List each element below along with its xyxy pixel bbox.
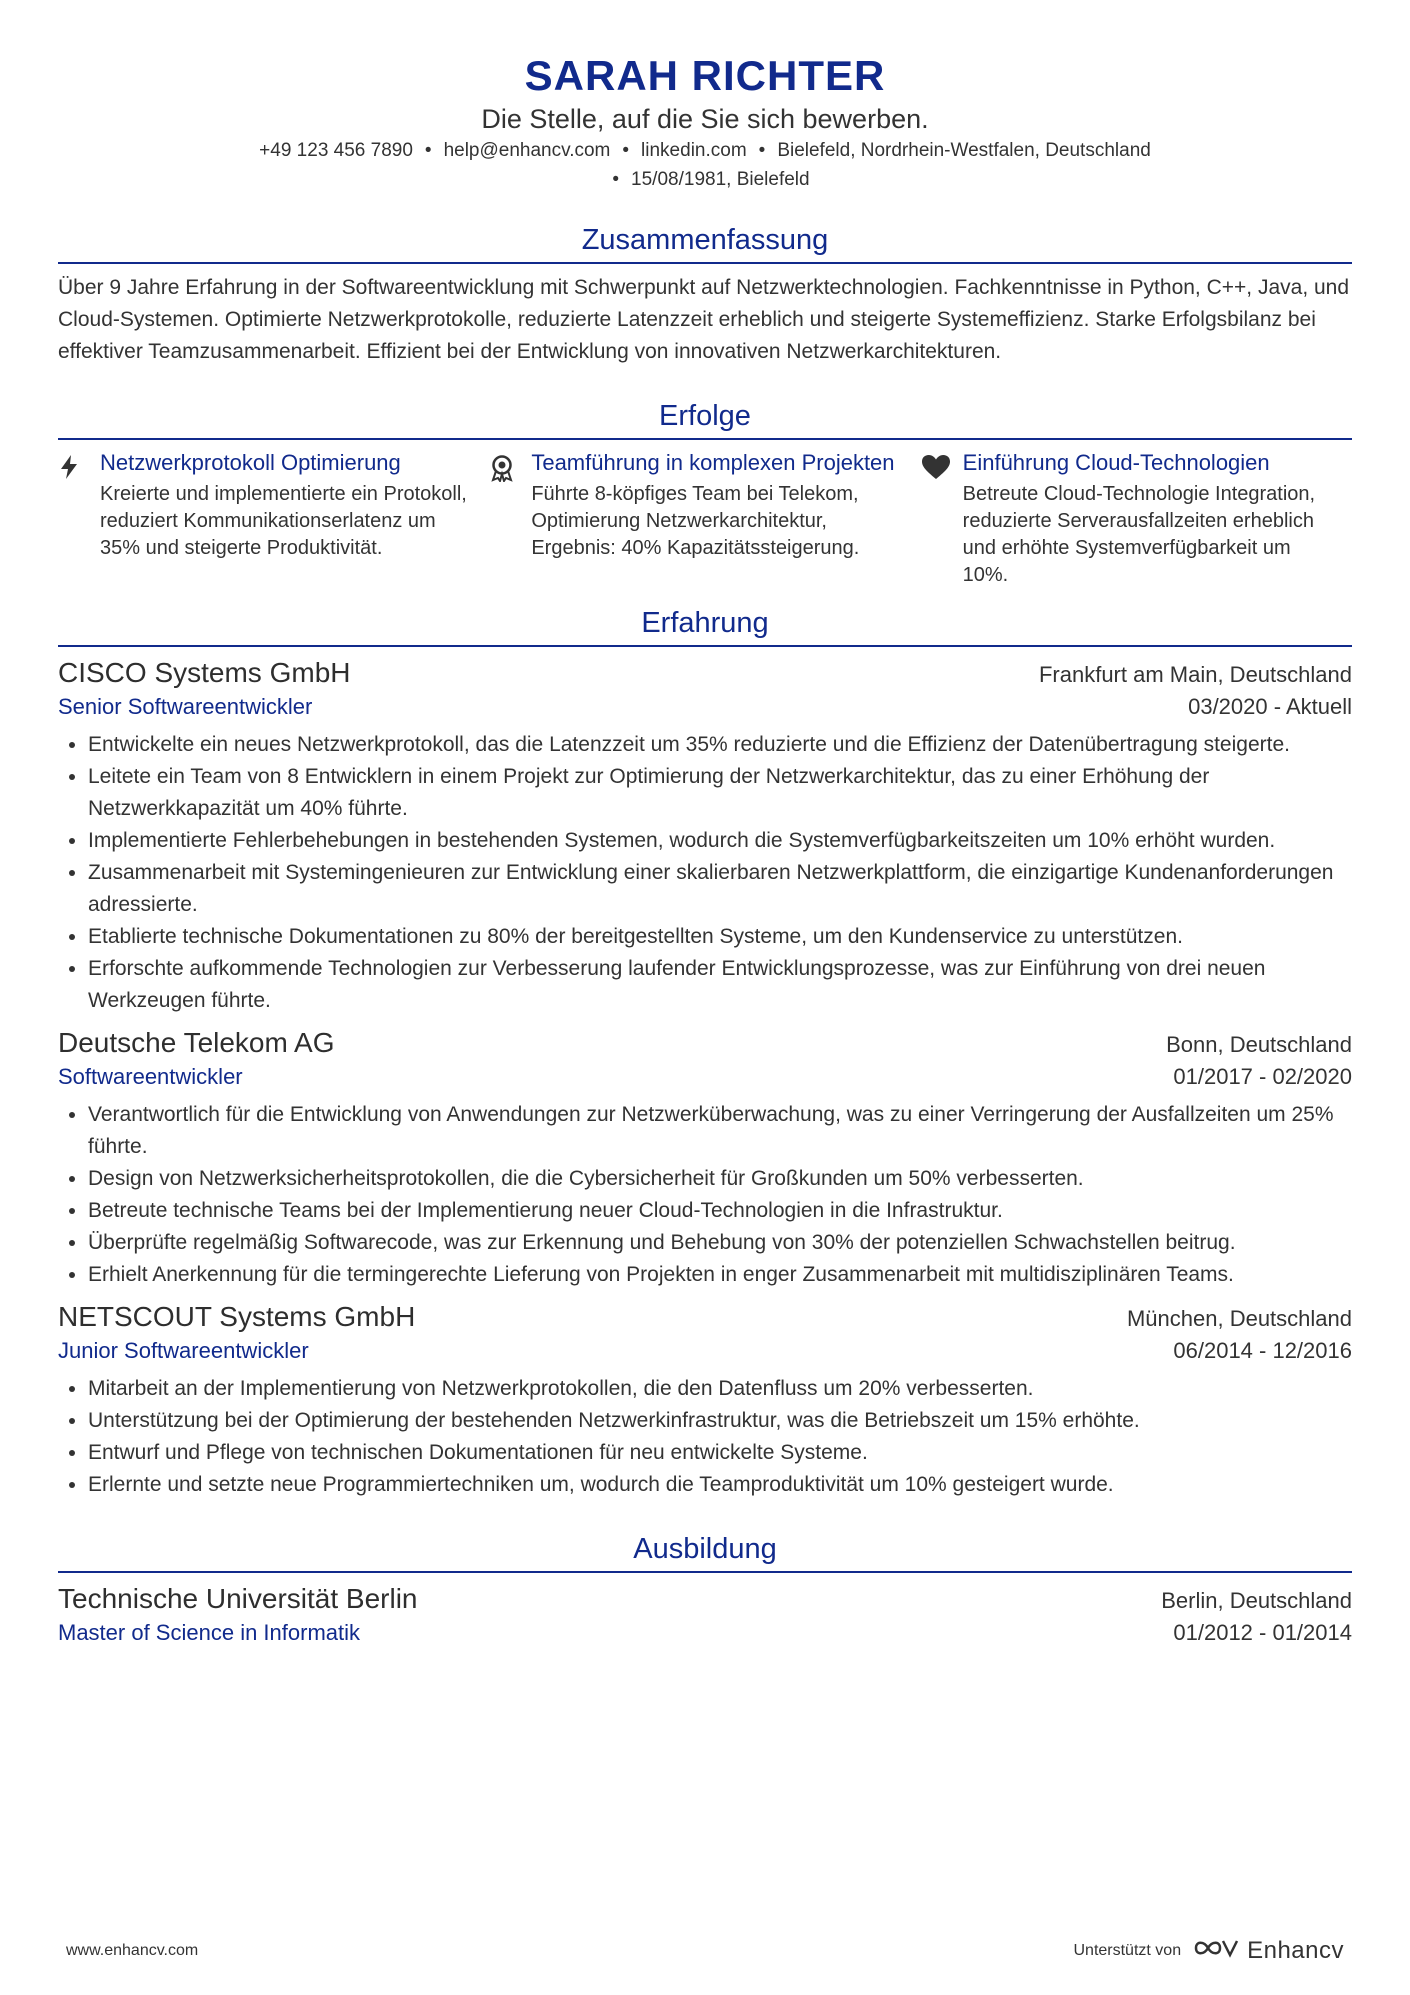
achievements-section — [58, 398, 1352, 589]
resume-header — [58, 52, 1352, 194]
list-item: • Implementierte Fehlerbehebungen in bestehenden Systemen, wodurch die Systemverfügbarkeitszeiten um 10% erhöht wurden. — [88, 825, 1352, 857]
contact-line-2 — [58, 165, 1352, 194]
phone: +49 123 456 7890 — [259, 140, 413, 161]
list-item: • Erforschte aufkommende Technologien zur Verbesserung laufender Entwicklungsprozesse, was zur Einführung von drei neuen Werkzeugen führte. — [88, 953, 1352, 1017]
section-title-summary: Zusammenfassung — [58, 222, 1352, 264]
brand-credit — [1073, 1936, 1344, 1965]
job-dates: 01/2017 - 02/2020 — [1173, 1064, 1352, 1089]
job-location: München, Deutschland — [1126, 1306, 1352, 1331]
list-item: • Leitete ein Team von 8 Entwicklern in einem Projekt zur Optimierung der Netzwerkarchitektur, das zu einer Erhöhung der Netzwerkkapazität um 40% führte. — [88, 761, 1352, 825]
job-bullets — [58, 1099, 1352, 1291]
achievements-list — [58, 448, 1352, 589]
list-item: • Unterstützung bei der Optimierung der bestehenden Netzwerkinfrastruktur, was die Betriebszeit um 15% erhöhte. — [88, 1405, 1352, 1437]
school-name: Technische Universität Berlin — [58, 1583, 418, 1614]
list-item: • Mitarbeit an der Implementierung von Netzwerkprotokollen, die den Datenfluss um 20% verbesserten. — [88, 1373, 1352, 1405]
list-item: • Entwurf und Pflege von technischen Dokumentationen für neu entwickelte Systeme. — [88, 1437, 1352, 1469]
resume-page — [58, 0, 1352, 1649]
company-name: Deutsche Telekom AG — [58, 1027, 335, 1058]
candidate-name: SARAH RICHTER — [524, 52, 886, 99]
achievement-desc: Kreierte und implementierte ein Protokoll, reduziert Kommunikationserlatenz um 35% und steigerte Produktivität. — [100, 483, 467, 559]
job-title: Die Stelle, auf die Sie sich bewerben. — [481, 104, 929, 134]
separator-dot: • — [622, 140, 630, 161]
linkedin[interactable]: linkedin.com — [641, 140, 747, 161]
job-entry — [58, 1299, 1352, 1501]
achievement-desc: Betreute Cloud-Technologie Integration, reduzierte Serverausfallzeiten erheblich und erhöhte Systemverfügbarkeit um 10%. — [962, 483, 1316, 586]
achievement-title: Netzwerkprotokoll Optimierung — [100, 450, 401, 475]
education-dates: 01/2012 - 01/2014 — [1173, 1620, 1352, 1645]
job-entry — [58, 1025, 1352, 1291]
email[interactable]: help@enhancv.com — [443, 140, 611, 161]
location: Bielefeld, Nordrhein-Westfalen, Deutschland — [777, 140, 1151, 161]
lightning-icon — [58, 448, 100, 589]
job-location: Bonn, Deutschland — [1166, 1032, 1352, 1057]
heart-icon — [921, 448, 963, 589]
job-dates: 06/2014 - 12/2016 — [1173, 1338, 1352, 1363]
job-role: Junior Softwareentwickler — [58, 1338, 309, 1363]
job-location: Frankfurt am Main, Deutschland — [1038, 662, 1352, 687]
list-item: • Erhielt Anerkennung für die termingerechte Lieferung von Projekten in enger Zusammenarbeit mit multidisziplinären Teams. — [88, 1259, 1352, 1291]
list-item: • Verantwortlich für die Entwicklung von Anwendungen zur Netzwerküberwachung, was zu einer Verringerung der Ausfallzeiten um 25% führte. — [88, 1099, 1352, 1163]
achievement-title: Teamführung in komplexen Projekten — [531, 450, 895, 475]
achievement-item — [921, 448, 1352, 589]
separator-dot: • — [424, 140, 432, 161]
list-item: • Überprüfte regelmäßig Softwarecode, was zur Erkennung und Behebung von 30% der potenziellen Schwachstellen beitrug. — [88, 1227, 1352, 1259]
birth-info: 15/08/1981, Bielefeld — [631, 169, 810, 190]
school-location: Berlin, Deutschland — [1161, 1588, 1352, 1613]
summary-section — [58, 222, 1352, 368]
list-item: • Erlernte und setzte neue Programmiertechniken um, wodurch die Teamproduktivität um 10% gesteigert wurde. — [88, 1469, 1352, 1501]
enhancv-logo-icon — [1193, 1936, 1239, 1965]
list-item: • Zusammenarbeit mit Systemingenieuren zur Entwicklung einer skalierbaren Netzwerkplattform, die einzigartige Kundenanforderungen adressierte. — [88, 857, 1352, 921]
job-dates: 03/2020 - Aktuell — [1188, 694, 1352, 719]
section-title-experience: Erfahrung — [58, 605, 1352, 647]
footer — [66, 1936, 1344, 1965]
achievement-item — [58, 448, 489, 589]
degree: Master of Science in Informatik — [58, 1620, 361, 1645]
list-item: • Entwickelte ein neues Netzwerkprotokoll, das die Latenzzeit um 35% reduzierte und die Effizienz der Datenübertragung steigerte. — [88, 729, 1352, 761]
list-item: • Design von Netzwerksicherheitsprotokollen, die die Cybersicherheit für Großkunden um 50% verbesserten. — [88, 1163, 1352, 1195]
job-role: Senior Softwareentwickler — [58, 694, 313, 719]
award-icon — [489, 448, 531, 589]
achievement-title: Einführung Cloud-Technologien — [962, 450, 1270, 475]
education-section — [58, 1531, 1352, 1649]
achievement-desc: Führte 8-köpfiges Team bei Telekom, Optimierung Netzwerkarchitektur, Ergebnis: 40% Kapazitätssteigerung. — [531, 483, 860, 559]
job-bullets — [58, 1373, 1352, 1501]
achievement-item — [489, 448, 920, 589]
section-title-achievements: Erfolge — [58, 398, 1352, 440]
experience-section — [58, 605, 1352, 1501]
separator-dot: • — [758, 140, 766, 161]
job-bullets — [58, 729, 1352, 1017]
brand-name: Enhancv — [1247, 1936, 1344, 1964]
list-item: • Betreute technische Teams bei der Implementierung neuer Cloud-Technologien in die Infrastruktur. — [88, 1195, 1352, 1227]
separator-dot: • — [612, 169, 620, 190]
section-title-education: Ausbildung — [58, 1531, 1352, 1573]
job-entry — [58, 655, 1352, 1017]
summary-text: Über 9 Jahre Erfahrung in der Softwareentwicklung mit Schwerpunkt auf Netzwerktechnologien. Fachkenntnisse in Python, C++, Java, und Cloud-Systemen. Optimierte Netzwerkprotokolle, reduzierte Latenzzeit erheblich und steigerte Systemeffizienz. Starke Erfolgsbilanz bei effektiver Teamzusammenarbeit. Effizient bei der Entwicklung von innovativen Netzwerkarchitekturen. — [58, 276, 1350, 363]
powered-by-label: Unterstützt von — [1073, 1941, 1182, 1959]
company-name: CISCO Systems GmbH — [58, 657, 351, 688]
job-role: Softwareentwickler — [58, 1064, 243, 1089]
list-item: • Etablierte technische Dokumentationen zu 80% der bereitgestellten Systeme, um den Kundenservice zu unterstützen. — [88, 921, 1352, 953]
contact-line — [58, 136, 1352, 165]
website-link[interactable]: www.enhancv.com — [66, 1941, 199, 1959]
company-name: NETSCOUT Systems GmbH — [58, 1301, 416, 1332]
education-entry — [58, 1581, 1352, 1649]
